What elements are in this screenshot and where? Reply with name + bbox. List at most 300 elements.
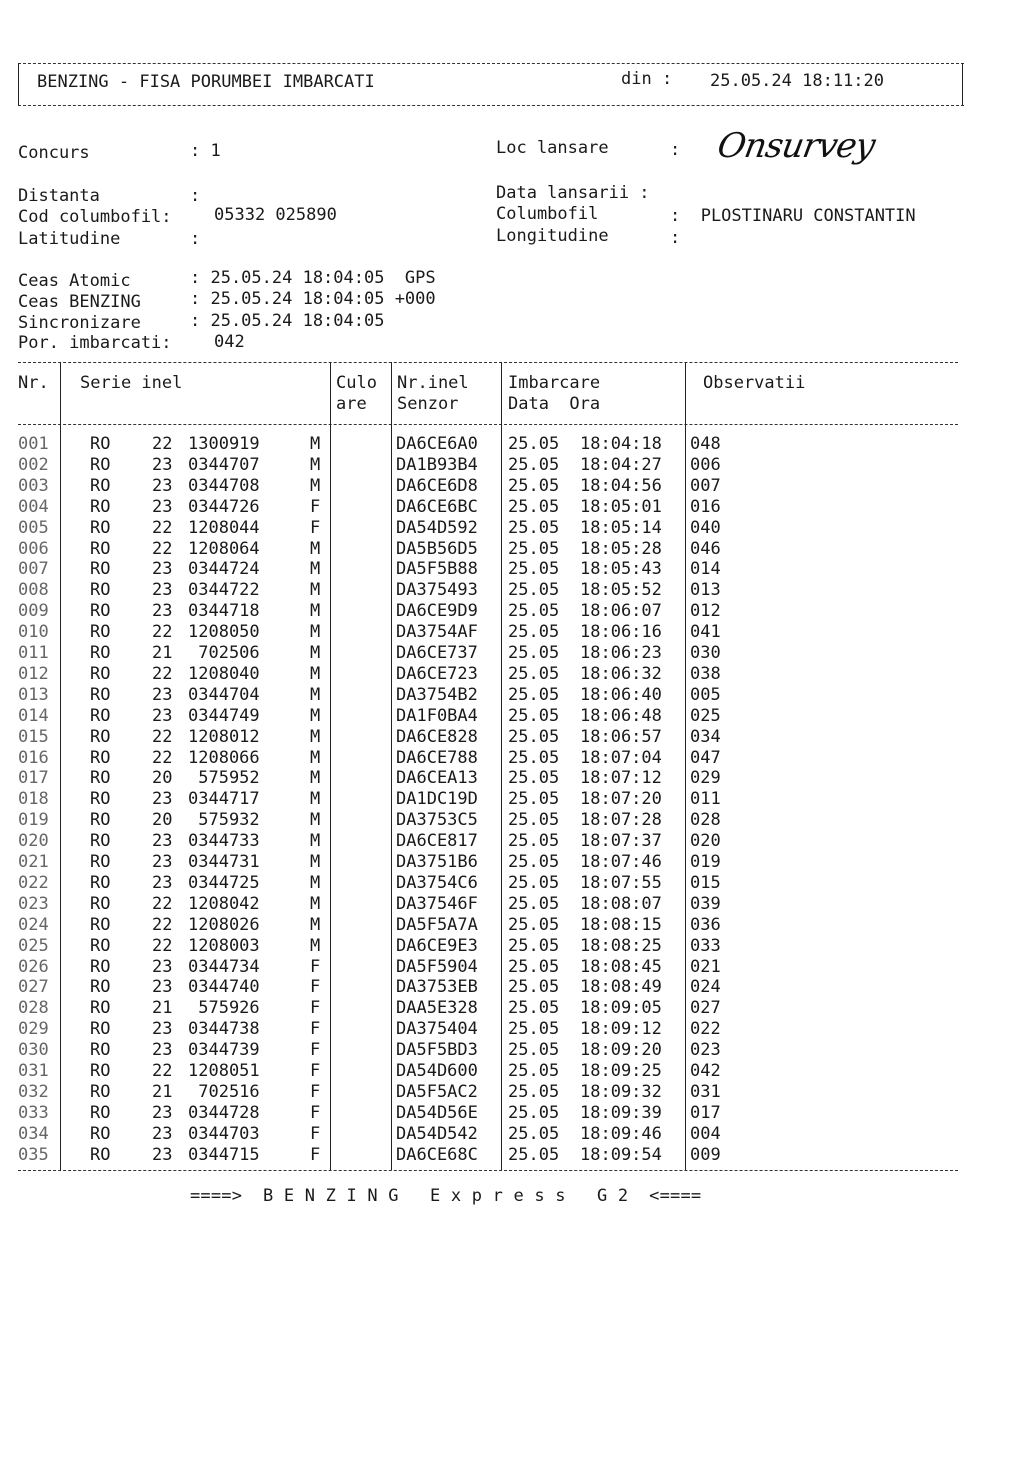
- table-cell-time: 18:08:15: [580, 914, 662, 935]
- sincronizare-label: Sincronizare: [18, 313, 141, 333]
- table-cell-country: RO: [90, 559, 111, 580]
- table-cell-time: 18:06:57: [580, 726, 662, 747]
- table-cell-sensor: DA3754AF: [396, 622, 478, 643]
- table-cell-time: 18:06:23: [580, 643, 662, 663]
- table-cell-sensor: DA5F5AC2: [396, 1081, 478, 1102]
- table-cell-time: 18:07:37: [580, 831, 662, 852]
- table-cell-time: 18:07:04: [580, 747, 662, 768]
- table-cell-year: 21: [152, 998, 173, 1019]
- table-cell-sensor: DA54D592: [396, 517, 478, 538]
- table-cell-sex: F: [310, 1061, 321, 1081]
- table-cell-observatii: 040: [690, 517, 721, 538]
- table-row: [0, 852, 1024, 873]
- table-cell-year: 22: [152, 914, 173, 935]
- table-cell-country: RO: [90, 1144, 111, 1165]
- table-cell-sex: F: [310, 977, 321, 998]
- table-row: [0, 1019, 1024, 1040]
- table-cell-observatii: 038: [690, 663, 721, 684]
- table-cell-year: 22: [152, 622, 173, 643]
- table-cell-year: 23: [152, 559, 173, 580]
- header-bottom-border: [18, 105, 964, 106]
- table-row: [0, 601, 1024, 622]
- table-cell-time: 18:07:20: [580, 789, 662, 810]
- table-cell-observatii: 029: [690, 768, 721, 789]
- table-row: [0, 434, 1024, 455]
- table-cell-sex: M: [310, 747, 321, 768]
- table-cell-time: 18:06:16: [580, 622, 662, 643]
- table-cell-date: 25.05: [508, 831, 560, 852]
- table-cell-sensor: DA3753C5: [396, 810, 478, 831]
- table-cell-observatii: 036: [690, 914, 721, 935]
- table-cell-date: 25.05: [508, 517, 560, 538]
- table-cell-observatii: 027: [690, 998, 721, 1019]
- table-cell-sex: F: [310, 1123, 321, 1144]
- table-cell-year: 23: [152, 1123, 173, 1144]
- table-cell-nr: 030: [18, 1040, 49, 1061]
- table-cell-date: 25.05: [508, 601, 560, 622]
- table-cell-country: RO: [90, 517, 111, 538]
- table-cell-date: 25.05: [508, 852, 560, 872]
- table-cell-ring: 0344722: [188, 580, 260, 601]
- table-cell-year: 23: [152, 684, 173, 705]
- table-cell-year: 22: [152, 893, 173, 914]
- table-cell-observatii: 007: [690, 475, 721, 496]
- table-cell-date: 25.05: [508, 643, 560, 663]
- table-cell-date: 25.05: [508, 559, 560, 580]
- table-cell-date: 25.05: [508, 935, 560, 956]
- print-date-label: din :: [621, 69, 673, 89]
- table-cell-time: 18:09:39: [580, 1102, 662, 1123]
- table-cell-observatii: 023: [690, 1040, 721, 1061]
- table-cell-time: 18:07:46: [580, 852, 662, 872]
- table-cell-nr: 007: [18, 559, 49, 580]
- table-cell-sex: M: [310, 622, 321, 643]
- table-cell-date: 25.05: [508, 684, 560, 705]
- table-cell-sensor: DA6CE9D9: [396, 601, 478, 622]
- table-cell-ring: 0344704: [188, 684, 260, 705]
- table-row: [0, 810, 1024, 831]
- table-cell-sensor: DA54D56E: [396, 1102, 478, 1123]
- table-cell-observatii: 016: [690, 496, 721, 517]
- table-cell-ring: 0344708: [188, 475, 260, 496]
- table-cell-sex: F: [310, 517, 321, 538]
- table-cell-ring: 1208064: [188, 538, 260, 559]
- table-cell-year: 21: [152, 643, 173, 663]
- table-cell-time: 18:05:01: [580, 496, 662, 517]
- table-row: [0, 873, 1024, 894]
- table-cell-ring: 0344717: [188, 789, 260, 810]
- table-cell-sensor: DA6CEA13: [396, 768, 478, 789]
- table-cell-year: 22: [152, 747, 173, 768]
- table-cell-time: 18:05:43: [580, 559, 662, 580]
- table-cell-observatii: 048: [690, 434, 721, 454]
- table-cell-date: 25.05: [508, 1019, 560, 1040]
- table-cell-country: RO: [90, 893, 111, 914]
- print-date-value: 25.05.24 18:11:20: [710, 71, 884, 91]
- table-cell-observatii: 009: [690, 1144, 721, 1165]
- table-cell-sex: M: [310, 580, 321, 601]
- table-cell-sensor: DA37546F: [396, 893, 478, 914]
- table-cell-nr: 023: [18, 893, 49, 914]
- table-cell-observatii: 047: [690, 747, 721, 768]
- table-cell-sex: M: [310, 726, 321, 747]
- table-cell-ring: 1208012: [188, 726, 260, 747]
- header-top-border: [18, 63, 964, 64]
- table-cell-nr: 027: [18, 977, 49, 998]
- table-cell-sensor: DA5F5904: [396, 956, 478, 977]
- table-cell-sex: M: [310, 643, 321, 663]
- table-row: [0, 580, 1024, 601]
- table-cell-year: 22: [152, 726, 173, 747]
- ceas-benzing-value: : 25.05.24 18:04:05 +000: [190, 289, 436, 309]
- table-cell-sensor: DA6CE723: [396, 663, 478, 684]
- table-cell-year: 23: [152, 580, 173, 601]
- loc-lansare-label: Loc lansare: [496, 138, 609, 158]
- column-header-serie-inel: Serie inel: [80, 373, 183, 393]
- table-row: [0, 1124, 1024, 1145]
- table-cell-sex: M: [310, 893, 321, 914]
- table-cell-nr: 015: [18, 726, 49, 747]
- table-cell-sensor: DA6CE817: [396, 831, 478, 852]
- table-cell-country: RO: [90, 538, 111, 559]
- footer-brand: ====> B E N Z I N G E x p r e s s G 2 <====: [190, 1186, 702, 1206]
- table-cell-sex: F: [310, 1040, 321, 1061]
- table-cell-year: 23: [152, 872, 173, 893]
- table-cell-date: 25.05: [508, 538, 560, 559]
- table-cell-ring: 1300919: [188, 434, 260, 454]
- table-cell-year: 23: [152, 1144, 173, 1165]
- table-cell-sex: M: [310, 768, 321, 789]
- table-row: [0, 664, 1024, 685]
- table-row: [0, 476, 1024, 497]
- table-cell-date: 25.05: [508, 1102, 560, 1123]
- table-cell-sensor: DA1B93B4: [396, 454, 478, 475]
- table-cell-time: 18:07:55: [580, 872, 662, 893]
- table-cell-sensor: DA3754C6: [396, 872, 478, 893]
- table-cell-nr: 033: [18, 1102, 49, 1123]
- table-cell-year: 23: [152, 705, 173, 726]
- table-cell-ring: 0344739: [188, 1040, 260, 1061]
- table-cell-observatii: 033: [690, 935, 721, 956]
- table-bottom-border: [18, 1170, 958, 1171]
- table-cell-observatii: 022: [690, 1019, 721, 1040]
- table-cell-sensor: DA5F5A7A: [396, 914, 478, 935]
- table-cell-nr: 008: [18, 580, 49, 601]
- table-cell-country: RO: [90, 831, 111, 852]
- table-cell-date: 25.05: [508, 1123, 560, 1144]
- table-cell-year: 22: [152, 434, 173, 454]
- table-cell-country: RO: [90, 956, 111, 977]
- table-row: [0, 643, 1024, 664]
- table-cell-country: RO: [90, 663, 111, 684]
- table-cell-year: 22: [152, 935, 173, 956]
- table-cell-ring: 0344733: [188, 831, 260, 852]
- table-cell-sensor: DA6CE828: [396, 726, 478, 747]
- column-header-nr: Nr.: [18, 373, 49, 393]
- table-top-border: [18, 362, 958, 363]
- table-cell-country: RO: [90, 434, 111, 454]
- table-cell-observatii: 020: [690, 831, 721, 852]
- table-cell-ring: 0344715: [188, 1144, 260, 1165]
- table-cell-sex: M: [310, 454, 321, 475]
- column-header-data-ora: Data Ora: [508, 394, 601, 414]
- table-cell-year: 21: [152, 1081, 173, 1102]
- table-cell-ring: 0344738: [188, 1019, 260, 1040]
- table-cell-ring: 0344740: [188, 977, 260, 998]
- table-cell-nr: 006: [18, 538, 49, 559]
- table-cell-ring: 0344749: [188, 705, 260, 726]
- table-cell-year: 23: [152, 601, 173, 622]
- table-cell-nr: 016: [18, 747, 49, 768]
- table-cell-time: 18:08:45: [580, 956, 662, 977]
- table-cell-country: RO: [90, 747, 111, 768]
- table-cell-observatii: 015: [690, 872, 721, 893]
- table-cell-time: 18:09:46: [580, 1123, 662, 1144]
- column-header-observatii: Observatii: [703, 373, 806, 393]
- table-row: [0, 1103, 1024, 1124]
- table-row: [0, 957, 1024, 978]
- table-cell-sensor: DA3751B6: [396, 852, 478, 872]
- table-cell-time: 18:04:18: [580, 434, 662, 454]
- ceas-atomic-label: Ceas Atomic: [18, 271, 131, 291]
- porumbei-imbarcati-value: 042: [214, 332, 245, 352]
- table-row: [0, 497, 1024, 518]
- table-cell-nr: 028: [18, 998, 49, 1019]
- table-cell-sex: M: [310, 475, 321, 496]
- table-row: [0, 727, 1024, 748]
- table-cell-sensor: DA3753EB: [396, 977, 478, 998]
- table-cell-year: 23: [152, 852, 173, 872]
- table-cell-date: 25.05: [508, 810, 560, 831]
- table-cell-country: RO: [90, 914, 111, 935]
- longitudine-value: :: [670, 228, 681, 248]
- table-cell-ring: 702506: [188, 643, 260, 663]
- columbofil-value: : PLOSTINARU CONSTANTIN: [670, 206, 916, 226]
- table-cell-date: 25.05: [508, 1144, 560, 1165]
- table-cell-country: RO: [90, 684, 111, 705]
- table-cell-nr: 003: [18, 475, 49, 496]
- table-cell-ring: 0344725: [188, 872, 260, 893]
- table-cell-sex: F: [310, 496, 321, 517]
- table-cell-sensor: DA5F5B88: [396, 559, 478, 580]
- table-cell-sensor: DA1DC19D: [396, 789, 478, 810]
- table-cell-observatii: 021: [690, 956, 721, 977]
- table-cell-country: RO: [90, 496, 111, 517]
- table-cell-sex: M: [310, 852, 321, 872]
- table-cell-observatii: 006: [690, 454, 721, 475]
- table-cell-country: RO: [90, 601, 111, 622]
- table-cell-time: 18:09:25: [580, 1061, 662, 1081]
- table-cell-time: 18:08:25: [580, 935, 662, 956]
- table-cell-nr: 035: [18, 1144, 49, 1165]
- column-header-senzor-2: Senzor: [397, 394, 459, 414]
- table-cell-observatii: 042: [690, 1061, 721, 1081]
- table-cell-year: 23: [152, 1019, 173, 1040]
- table-cell-sensor: DA375493: [396, 580, 478, 601]
- table-cell-sex: F: [310, 1102, 321, 1123]
- table-row: [0, 1040, 1024, 1061]
- table-cell-sensor: DA54D542: [396, 1123, 478, 1144]
- table-row: [0, 748, 1024, 769]
- cod-columbofil-label: Cod columbofil:: [18, 207, 172, 227]
- latitudine-label: Latitudine: [18, 229, 121, 249]
- table-cell-date: 25.05: [508, 496, 560, 517]
- table-cell-observatii: 019: [690, 852, 721, 872]
- distanta-value: :: [190, 186, 201, 206]
- table-cell-observatii: 031: [690, 1081, 721, 1102]
- table-cell-nr: 020: [18, 831, 49, 852]
- table-cell-date: 25.05: [508, 914, 560, 935]
- table-cell-nr: 034: [18, 1123, 49, 1144]
- header-left-border: [18, 63, 19, 105]
- header-right-border: [962, 63, 963, 105]
- table-cell-nr: 019: [18, 810, 49, 831]
- table-cell-year: 23: [152, 475, 173, 496]
- table-cell-nr: 021: [18, 852, 49, 872]
- table-cell-date: 25.05: [508, 893, 560, 914]
- distanta-label: Distanta: [18, 186, 100, 206]
- table-cell-sex: M: [310, 705, 321, 726]
- table-cell-time: 18:06:48: [580, 705, 662, 726]
- table-cell-observatii: 012: [690, 601, 721, 622]
- table-cell-nr: 026: [18, 956, 49, 977]
- table-row: [0, 1061, 1024, 1082]
- data-lansarii-label: Data lansarii :: [496, 183, 650, 203]
- table-cell-ring: 1208042: [188, 893, 260, 914]
- table-cell-time: 18:08:07: [580, 893, 662, 914]
- table-cell-ring: 1208026: [188, 914, 260, 935]
- table-cell-date: 25.05: [508, 789, 560, 810]
- table-cell-ring: 1208066: [188, 747, 260, 768]
- table-cell-country: RO: [90, 705, 111, 726]
- table-cell-nr: 018: [18, 789, 49, 810]
- table-cell-date: 25.05: [508, 726, 560, 747]
- table-cell-country: RO: [90, 977, 111, 998]
- table-row: [0, 706, 1024, 727]
- table-cell-sex: F: [310, 956, 321, 977]
- table-cell-sex: M: [310, 434, 321, 454]
- table-cell-observatii: 011: [690, 789, 721, 810]
- table-cell-country: RO: [90, 726, 111, 747]
- table-cell-date: 25.05: [508, 475, 560, 496]
- table-cell-sensor: DA6CE788: [396, 747, 478, 768]
- table-cell-country: RO: [90, 1123, 111, 1144]
- table-cell-nr: 017: [18, 768, 49, 789]
- table-row: [0, 1145, 1024, 1166]
- column-header-senzor-1: Nr.inel: [397, 373, 469, 393]
- concurs-label: Concurs: [18, 143, 90, 163]
- table-cell-sensor: DAA5E328: [396, 998, 478, 1019]
- table-cell-time: 18:07:28: [580, 810, 662, 831]
- table-cell-country: RO: [90, 998, 111, 1019]
- table-cell-observatii: 039: [690, 893, 721, 914]
- table-cell-date: 25.05: [508, 622, 560, 643]
- table-cell-date: 25.05: [508, 998, 560, 1019]
- table-row: [0, 455, 1024, 476]
- table-cell-observatii: 034: [690, 726, 721, 747]
- table-row: [0, 936, 1024, 957]
- table-cell-time: 18:05:28: [580, 538, 662, 559]
- table-row: [0, 789, 1024, 810]
- table-cell-observatii: 014: [690, 559, 721, 580]
- cod-columbofil-value: 05332 025890: [214, 205, 337, 225]
- table-cell-sensor: DA5F5BD3: [396, 1040, 478, 1061]
- table-cell-country: RO: [90, 768, 111, 789]
- table-cell-time: 18:07:12: [580, 768, 662, 789]
- porumbei-imbarcati-label: Por. imbarcati:: [18, 333, 172, 353]
- table-cell-observatii: 046: [690, 538, 721, 559]
- table-cell-country: RO: [90, 622, 111, 643]
- table-header-bottom-border: [18, 424, 958, 425]
- table-cell-nr: 029: [18, 1019, 49, 1040]
- table-cell-observatii: 030: [690, 643, 721, 663]
- table-cell-country: RO: [90, 475, 111, 496]
- table-cell-time: 18:09:20: [580, 1040, 662, 1061]
- table-cell-sex: M: [310, 810, 321, 831]
- table-cell-observatii: 017: [690, 1102, 721, 1123]
- table-cell-sex: M: [310, 601, 321, 622]
- table-cell-date: 25.05: [508, 705, 560, 726]
- table-cell-sex: F: [310, 998, 321, 1019]
- table-cell-ring: 0344726: [188, 496, 260, 517]
- table-cell-sex: F: [310, 1081, 321, 1102]
- table-cell-year: 23: [152, 1102, 173, 1123]
- table-cell-nr: 032: [18, 1081, 49, 1102]
- table-cell-ring: 0344724: [188, 559, 260, 580]
- table-cell-country: RO: [90, 935, 111, 956]
- table-cell-nr: 011: [18, 643, 49, 663]
- table-cell-year: 23: [152, 789, 173, 810]
- table-cell-country: RO: [90, 872, 111, 893]
- table-cell-sex: M: [310, 914, 321, 935]
- table-cell-ring: 1208040: [188, 663, 260, 684]
- table-cell-date: 25.05: [508, 1061, 560, 1081]
- loc-lansare-signature: Onsurvey: [714, 126, 878, 166]
- table-cell-country: RO: [90, 1061, 111, 1081]
- table-cell-year: 23: [152, 1040, 173, 1061]
- table-cell-ring: 1208050: [188, 622, 260, 643]
- table-cell-ring: 575926: [188, 998, 260, 1019]
- longitudine-label: Longitudine: [496, 226, 609, 246]
- table-cell-country: RO: [90, 454, 111, 475]
- table-cell-year: 22: [152, 1061, 173, 1081]
- table-cell-date: 25.05: [508, 663, 560, 684]
- table-cell-ring: 0344718: [188, 601, 260, 622]
- column-header-culoare-2: are: [336, 394, 367, 414]
- table-cell-observatii: 025: [690, 705, 721, 726]
- table-cell-time: 18:09:12: [580, 1019, 662, 1040]
- table-cell-nr: 024: [18, 914, 49, 935]
- table-row: [0, 768, 1024, 789]
- table-cell-date: 25.05: [508, 454, 560, 475]
- table-cell-observatii: 028: [690, 810, 721, 831]
- table-cell-time: 18:06:32: [580, 663, 662, 684]
- table-cell-date: 25.05: [508, 977, 560, 998]
- table-cell-year: 23: [152, 496, 173, 517]
- table-cell-sensor: DA54D600: [396, 1061, 478, 1081]
- table-cell-country: RO: [90, 1081, 111, 1102]
- document-title: BENZING - FISA PORUMBEI IMBARCATI: [37, 72, 375, 92]
- table-cell-sensor: DA5B56D5: [396, 538, 478, 559]
- table-cell-nr: 031: [18, 1061, 49, 1081]
- table-cell-ring: 1208051: [188, 1061, 260, 1081]
- table-cell-country: RO: [90, 810, 111, 831]
- table-cell-observatii: 041: [690, 622, 721, 643]
- table-cell-nr: 001: [18, 434, 49, 454]
- table-cell-observatii: 005: [690, 684, 721, 705]
- concurs-value: : 1: [190, 141, 221, 161]
- table-cell-nr: 013: [18, 684, 49, 705]
